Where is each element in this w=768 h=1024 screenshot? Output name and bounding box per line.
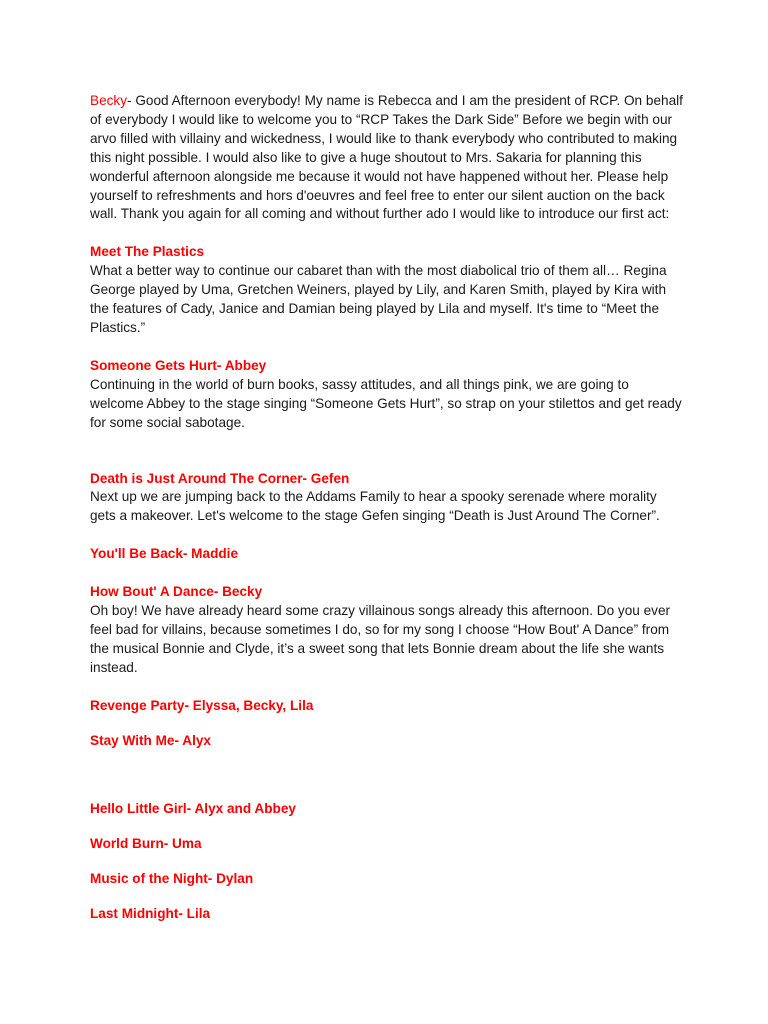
act-youll-be-back [90, 545, 686, 564]
act-music-of-the-night [90, 870, 686, 889]
act-title: Meet The Plastics [90, 244, 205, 260]
act-hello-little-girl [90, 800, 686, 819]
act-revenge-party [90, 697, 686, 716]
act-meet-the-plastics [90, 243, 686, 338]
intro-text: - Good Afternoon everybody! My name is Rebecca and I am the president of RCP. On behalf of everybody I would like to welcome you to “RCP Takes the Dark Side” Before we begin with our arvo filled with villainy and wickedness, I would like to thank everybody who contributed to making this night possible. I would also like to give a huge shoutout to Mrs. Sakaria for planning this wonderful afternoon alongside me because it would not have happened without her. Please help yourself to refreshments and hors d'oeuvres and feel free to enter our silent auction on the back wall. Thank you again for all coming and without further ado I would like to introduce our first act: [90, 93, 683, 222]
intro-paragraph [90, 92, 686, 224]
act-description: Continuing in the world of burn books, sassy attitudes, and all things pink, we are going to welcome Abbey to the stage singing “Someone Gets Hurt”, so strap on your stilettos and get ready for some social sabotage. [90, 376, 682, 430]
document-page [90, 92, 686, 940]
act-title: Revenge Party- Elyssa, Becky, Lila [90, 697, 314, 713]
act-title: Death is Just Around The Corner- Gefen [90, 470, 350, 486]
act-title: Last Midnight- Lila [90, 906, 211, 922]
act-description: Oh boy! We have already heard some crazy villainous songs already this afternoon. Do you ever feel bad for villains, because sometimes I do, so for my song I choose “How Bout' A Dance” from the musical Bonnie and Clyde, it’s a sweet song that lets Bonnie dream about the life she wants instead. [90, 603, 671, 675]
act-title: Stay With Me- Alyx [90, 732, 211, 748]
act-someone-gets-hurt [90, 357, 686, 433]
act-title: How Bout' A Dance- Becky [90, 584, 263, 600]
intro-speaker: Becky [90, 93, 128, 108]
act-death-is-just-around-the-corner [90, 470, 686, 527]
act-stay-with-me [90, 732, 686, 751]
act-title: Someone Gets Hurt- Abbey [90, 357, 267, 373]
act-title: World Burn- Uma [90, 836, 202, 852]
act-last-midnight [90, 905, 686, 924]
act-title: You'll Be Back- Maddie [90, 546, 239, 562]
act-world-burn [90, 835, 686, 854]
act-title: Music of the Night- Dylan [90, 871, 254, 887]
act-description: What a better way to continue our cabaret than with the most diabolical trio of them all… Regina George played by Uma, Gretchen Weiners, played by Lily, and Karen Smith, played by Kira with the features of Cady, Janice and Damian being played by Lila and myself. It's time to “Meet the Plastics.” [90, 263, 667, 335]
act-title: Hello Little Girl- Alyx and Abbey [90, 801, 296, 817]
act-description: Next up we are jumping back to the Addams Family to hear a spooky serenade where morality gets a makeover. Let's welcome to the stage Gefen singing “Death is Just Around The Corner”. [90, 489, 660, 524]
act-how-bout-a-dance [90, 583, 686, 678]
